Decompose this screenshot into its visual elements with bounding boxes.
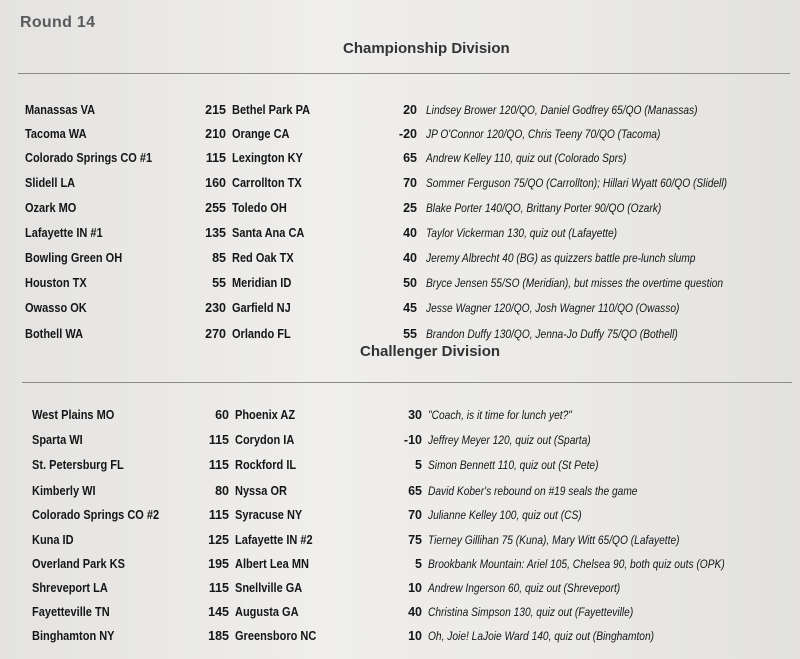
challenger-game-row bbox=[0, 433, 800, 453]
score-margin: 40 bbox=[403, 251, 417, 265]
winning-team: Colorado Springs CO #2 bbox=[32, 508, 160, 522]
winning-team: Slidell LA bbox=[25, 176, 76, 190]
winning-team: West Plains MO bbox=[32, 408, 115, 422]
score-margin: 20 bbox=[403, 103, 417, 117]
championship-game-row bbox=[0, 276, 800, 296]
championship-game-row bbox=[0, 226, 800, 246]
winning-team: Binghamton NY bbox=[32, 629, 115, 643]
losing-team: Toledo OH bbox=[232, 201, 287, 215]
challenger-game-row bbox=[0, 484, 800, 504]
winning-team: Tacoma WA bbox=[25, 127, 87, 141]
winning-team: Ozark MO bbox=[25, 201, 77, 215]
challenger-game-row bbox=[0, 408, 800, 428]
challenger-game-row bbox=[0, 605, 800, 625]
score-margin: 50 bbox=[403, 276, 417, 290]
winning-team: Lafayette IN #1 bbox=[25, 226, 103, 240]
championship-game-row bbox=[0, 176, 800, 196]
championship-game-row bbox=[0, 251, 800, 271]
losing-team: Augusta GA bbox=[235, 605, 299, 619]
game-note: Christina Simpson 130, quiz out (Fayetteville) bbox=[428, 605, 634, 619]
championship-game-row bbox=[0, 301, 800, 321]
championship-game-row bbox=[0, 151, 800, 171]
championship-division-title: Championship Division bbox=[343, 40, 510, 57]
score-margin: 65 bbox=[403, 151, 417, 165]
losing-team: Red Oak TX bbox=[232, 251, 294, 265]
winning-team: Kimberly WI bbox=[32, 484, 96, 498]
winning-score: 270 bbox=[205, 327, 226, 341]
winning-team: Kuna ID bbox=[32, 533, 74, 547]
winning-score: 60 bbox=[215, 408, 229, 422]
score-margin: 30 bbox=[408, 408, 422, 422]
losing-team: Meridian ID bbox=[232, 276, 292, 290]
round-title: Round 14 bbox=[20, 14, 96, 31]
winning-score: 115 bbox=[208, 581, 229, 595]
winning-team: Overland Park KS bbox=[32, 557, 125, 571]
challenger-division-title: Challenger Division bbox=[360, 343, 501, 360]
winning-score: 115 bbox=[208, 508, 229, 522]
losing-team: Corydon IA bbox=[235, 433, 295, 447]
winning-score: 230 bbox=[205, 301, 226, 315]
score-margin: -20 bbox=[398, 127, 417, 141]
losing-team: Santa Ana CA bbox=[232, 226, 305, 240]
game-note: Brookbank Mountain: Ariel 105, Chelsea 90, both quiz outs (OPK) bbox=[428, 557, 725, 571]
challenger-game-row bbox=[0, 508, 800, 528]
game-note: Taylor Vickerman 130, quiz out (Lafayette) bbox=[426, 226, 618, 240]
losing-team: Nyssa OR bbox=[235, 484, 287, 498]
game-note: Lindsey Brower 120/QO, Daniel Godfrey 65/QO (Manassas) bbox=[426, 103, 698, 117]
winning-score: 115 bbox=[208, 458, 229, 472]
game-note: Andrew Ingerson 60, quiz out (Shreveport) bbox=[428, 581, 621, 595]
challenger-game-row bbox=[0, 629, 800, 649]
losing-team: Albert Lea MN bbox=[235, 557, 309, 571]
losing-team: Orange CA bbox=[232, 127, 290, 141]
game-note: "Coach, is it time for lunch yet?" bbox=[428, 408, 572, 422]
game-note: Tierney Gillihan 75 (Kuna), Mary Witt 65/QO (Lafayette) bbox=[428, 533, 680, 547]
winning-team: Owasso OK bbox=[25, 301, 87, 315]
game-note: Simon Bennett 110, quiz out (St Pete) bbox=[428, 458, 599, 472]
losing-team: Lafayette IN #2 bbox=[235, 533, 313, 547]
game-note: Sommer Ferguson 75/QO (Carrollton); Hillari Wyatt 60/QO (Slidell) bbox=[426, 176, 727, 190]
championship-divider bbox=[18, 73, 790, 74]
game-note: Jeffrey Meyer 120, quiz out (Sparta) bbox=[428, 433, 591, 447]
game-note: Jeremy Albrecht 40 (BG) as quizzers battle pre-lunch slump bbox=[426, 251, 696, 265]
winning-score: 215 bbox=[205, 103, 226, 117]
championship-game-row bbox=[0, 127, 800, 147]
score-margin: 5 bbox=[415, 458, 422, 472]
losing-team: Rockford IL bbox=[235, 458, 297, 472]
winning-score: 255 bbox=[205, 201, 226, 215]
losing-team: Greensboro NC bbox=[235, 629, 317, 643]
winning-score: 80 bbox=[215, 484, 229, 498]
winning-score: 125 bbox=[208, 533, 229, 547]
game-note: Bryce Jensen 55/SO (Meridian), but misses the overtime question bbox=[426, 276, 724, 290]
game-note: Brandon Duffy 130/QO, Jenna-Jo Duffy 75/QO (Bothell) bbox=[426, 327, 678, 341]
winning-team: Sparta WI bbox=[32, 433, 83, 447]
score-margin: 70 bbox=[403, 176, 417, 190]
winning-team: Fayetteville TN bbox=[32, 605, 110, 619]
score-margin: 70 bbox=[408, 508, 422, 522]
score-margin: 25 bbox=[403, 201, 417, 215]
challenger-game-row bbox=[0, 557, 800, 577]
championship-game-row bbox=[0, 103, 800, 123]
game-note: Julianne Kelley 100, quiz out (CS) bbox=[428, 508, 582, 522]
losing-team: Syracuse NY bbox=[235, 508, 303, 522]
winning-score: 135 bbox=[205, 226, 226, 240]
winning-score: 85 bbox=[212, 251, 226, 265]
championship-game-row bbox=[0, 201, 800, 221]
winning-team: Houston TX bbox=[25, 276, 87, 290]
score-margin: 65 bbox=[408, 484, 422, 498]
losing-team: Orlando FL bbox=[232, 327, 291, 341]
score-margin: 10 bbox=[408, 581, 422, 595]
score-margin: 10 bbox=[408, 629, 422, 643]
score-margin: 5 bbox=[415, 557, 422, 571]
challenger-game-row bbox=[0, 458, 800, 478]
winning-team: Bothell WA bbox=[25, 327, 84, 341]
challenger-game-row bbox=[0, 533, 800, 553]
game-note: Jesse Wagner 120/QO, Josh Wagner 110/QO (Owasso) bbox=[426, 301, 680, 315]
losing-team: Snellville GA bbox=[235, 581, 303, 595]
losing-team: Lexington KY bbox=[232, 151, 303, 165]
winning-team: Bowling Green OH bbox=[25, 251, 123, 265]
winning-score: 195 bbox=[208, 557, 229, 571]
winning-team: St. Petersburg FL bbox=[32, 458, 124, 472]
winning-score: 115 bbox=[205, 151, 226, 165]
losing-team: Bethel Park PA bbox=[232, 103, 311, 117]
game-note: JP O'Connor 120/QO, Chris Teeny 70/QO (Tacoma) bbox=[426, 127, 661, 141]
winning-score: 160 bbox=[205, 176, 226, 190]
losing-team: Garfield NJ bbox=[232, 301, 291, 315]
losing-team: Phoenix AZ bbox=[235, 408, 296, 422]
winning-team: Colorado Springs CO #1 bbox=[25, 151, 153, 165]
winning-score: 185 bbox=[208, 629, 229, 643]
game-note: David Kober's rebound on #19 seals the game bbox=[428, 484, 638, 498]
winning-team: Manassas VA bbox=[25, 103, 96, 117]
challenger-game-row bbox=[0, 581, 800, 601]
score-margin: 45 bbox=[403, 301, 417, 315]
game-note: Oh, Joie! LaJoie Ward 140, quiz out (Binghamton) bbox=[428, 629, 655, 643]
winning-score: 210 bbox=[205, 127, 226, 141]
score-margin: 55 bbox=[403, 327, 417, 341]
challenger-divider bbox=[22, 382, 792, 383]
score-margin: 75 bbox=[408, 533, 422, 547]
score-margin: 40 bbox=[403, 226, 417, 240]
game-note: Blake Porter 140/QO, Brittany Porter 90/QO (Ozark) bbox=[426, 201, 662, 215]
winning-score: 145 bbox=[208, 605, 229, 619]
score-margin: -10 bbox=[403, 433, 422, 447]
losing-team: Carrollton TX bbox=[232, 176, 302, 190]
winning-score: 115 bbox=[208, 433, 229, 447]
winning-score: 55 bbox=[212, 276, 226, 290]
score-margin: 40 bbox=[408, 605, 422, 619]
game-note: Andrew Kelley 110, quiz out (Colorado Sprs) bbox=[426, 151, 627, 165]
winning-team: Shreveport LA bbox=[32, 581, 108, 595]
